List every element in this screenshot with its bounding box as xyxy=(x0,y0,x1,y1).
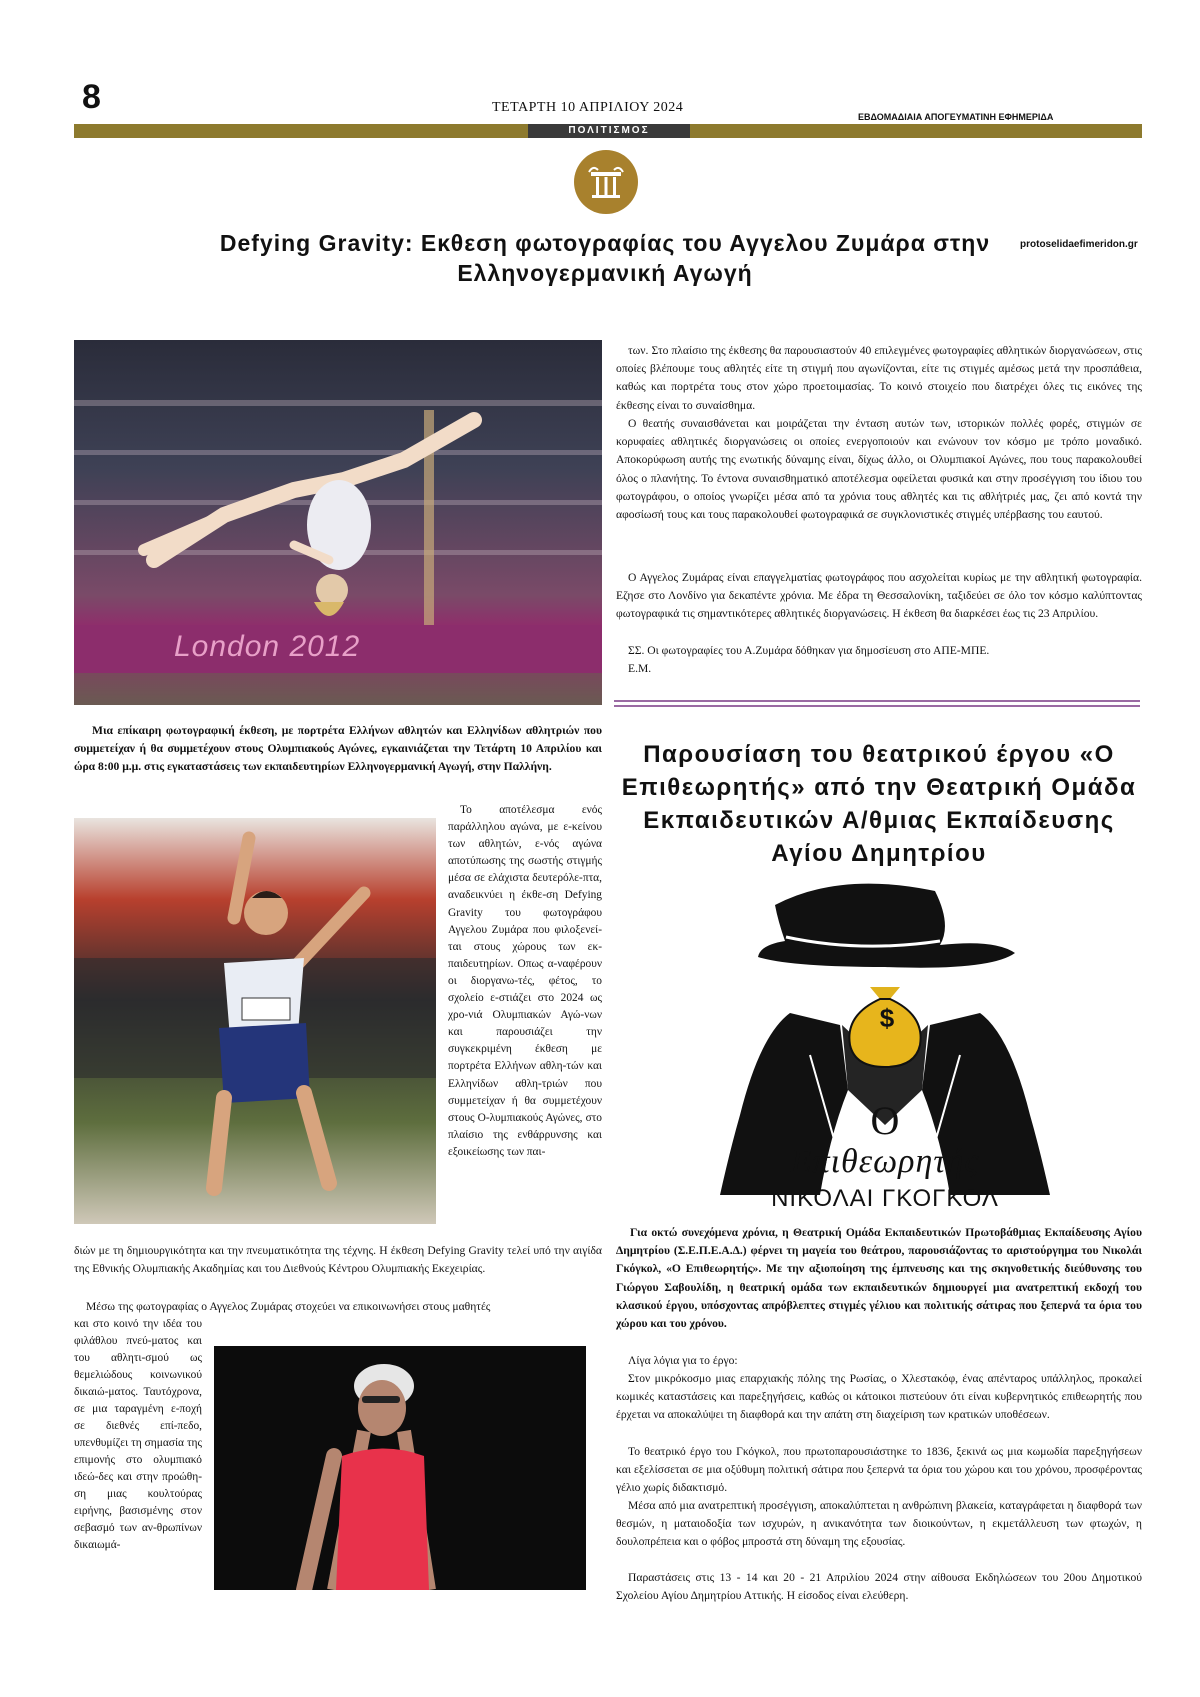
article1-headline-line2: Ελληνογερμανική Αγωγή xyxy=(457,260,753,286)
poster-dollar-sign: $ xyxy=(879,1003,895,1033)
article2-p4: Μέσα από μια ανατρεπτική προσέγγιση, αποκαλύπτεται η ανθρώπινη βλακεία, καταγράφεται η διαφθορά των θεσμών, η ματαιοδοξία των ισχυρών, η ανικανότητα των διοικούντων, η εκμετάλλευση των φτωχών, η δουλοπρέπεια και ο φόβος μπροστά στη δύναμη της εξουσίας. xyxy=(616,1499,1142,1549)
swimmer-photo xyxy=(214,1346,586,1590)
article1-right-p1: των. Στο πλαίσιο της έκθεσης θα παρουσιαστούν 40 επιλεγμένες φωτογραφίες αθλητικών διοργανώσεων, στις οποίες βλέπουμε τους αθλητές είτε τη στιγμή που αγωνίζονται, είτε τις στιγμές αμέσως μετά την προσπάθεια, καθώς και πορτρέτα τους στον χώρο προετοιμασίας. Το κοινό στοιχείο που διατρέχει όλες τις εικόνες της έκθεσης είναι το συναίσθημα. xyxy=(616,344,1142,412)
article1-side-text: Το αποτέλεσμα ενός παράλληλου αγώνα, με ε-κείνου των αθλητών, ε-νός αγώνα αποτύπωσης της σωστής στιγμής μέσα σε ελάχιστα δευτερόλε-πτα, αναδεικνύει η έκθε-ση Defying Gravity του φωτογράφου Αγγελου Ζυμάρα που φιλοξενεί-ται στους χώρους των εκ-παιδευτηρίων. Οπως α-ναφέρουν οι διοργανω-τές, φέτος, το σχολείο ε-στιάζει στο 2024 ως χρο-νιά Ολυμπιακών Αγώ-νων και παρουσιάζει την συγκεκριμένη έκθεση με πορτρέτα Ελλήνων αθλη-τών και Ελληνίδων αθλη-τριών που συμμετείχαν ή θα συμμετέχουν στους Ο-λυμπιακούς Αγώνες, στο πλαίσιο της ενθάρρυνσης και εξοικείωσης των παι- xyxy=(448,804,602,1158)
article1-headline-line1: Defying Gravity: Εκθεση φωτογραφίας του Αγγελου Ζυμάρα στην xyxy=(219,230,991,256)
section-label: ΠΟΛΙΤΙΣΜΟΣ xyxy=(528,124,690,138)
page-number: 8 xyxy=(82,78,101,116)
article1-signature: Ε.Μ. xyxy=(628,662,652,675)
poster-author: ΝΙΚΟΛΑΙ ΓΚΟΓΚΟΛ xyxy=(771,1185,999,1212)
issue-date: ΤΕΤΑΡΤΗ 10 ΑΠΡΙΛΙΟΥ 2024 xyxy=(492,100,684,115)
article1-continuation: διών με τη δημιουργικότητα και την πνευματικότητα της τέχνης. Η έκθεση Defying Gravity τελεί υπό την αιγίδα της Εθνικής Ολυμπιακής Ακαδημίας και του Διεθνούς Κέντρου Ολυμπιακής Εκεχειρίας. xyxy=(74,1244,602,1276)
article2-headline: Παρουσίαση του θεατρικού έργου «Ο Επιθεωρητής» από την Θεατρική Ομάδα Εκπαιδευτικών Α/θμιας Εκπαίδευσης Αγίου Δημητρίου xyxy=(621,741,1137,867)
article1-right-p3: Ο Αγγελος Ζυμάρας είναι επαγγελματίας φωτογράφος που ασχολείται κυρίως με την αθλητική φωτογραφία. Εζησε στο Λονδίνο για δεκαπέντε χρόνια. Με έδρα τη Θεσσαλονίκη, ταξιδεύει σε όλο τον κόσμο καλύπτοντας φωτογραφικά τις σημαντικότερες αθλητικές διοργανώσεις. Η έκθεση θα διαρκέσει έως τις 23 Απριλίου. xyxy=(616,571,1142,621)
article1-para2-intro: Μέσω της φωτογραφίας ο Αγγελος Ζυμάρας στοχεύει να επικοινωνήσει στους μαθητές xyxy=(86,1300,491,1313)
article1-headline xyxy=(170,228,1040,288)
article2-p1: Λίγα λόγια για το έργο: xyxy=(628,1354,738,1367)
gymnast-photo xyxy=(74,340,602,705)
poster-title: Επιθεωρητής xyxy=(790,1143,980,1180)
article2-p5: Παραστάσεις στις 13 - 14 και 20 - 21 Απριλίου 2024 στην αίθουσα Εκδηλώσεων του 20ου Δημοτικού Σχολείου Αγίου Δημητρίου Αττικής. Η είσοδος είναι ελεύθερη. xyxy=(616,1571,1142,1603)
inspector-poster xyxy=(690,875,1080,1215)
poster-article-o: Ο xyxy=(870,1098,900,1143)
article1-narrow-text: και στο κοινό την ιδέα του φιλάθλου πνεύ-ματος και του αθλητι-σμού ως θεμελιώδους κοινωνικού δικαιώ-ματος. Ταυτόχρονα, σε μια ταραγμένη ε-ποχή σε διεθνές επί-πεδο, υπενθυμίζει τη σημασία της επιμονής στο ολυμπιακό ιδεώ-δες και στην προώθη-ση μιας κουλτούρας ειρήνης, βασισμένης στον σεβασμό των αν-θρωπίνων δικαιωμά- xyxy=(74,1318,202,1551)
long-jumper-photo xyxy=(74,818,436,1224)
article1-right-p2: Ο θεατής συναισθάνεται και μοιράζεται την ένταση αυτών των, ιστορικών πολλές φορές, στιγμών σε κορυφαίες αθλητικές διοργανώσεις οι οποίες ενεργοποιούν και ενώνουν τον κόσμο με τρόπο μοναδικό. Αποκορύφωση αυτής της ενωτικής δύναμης είναι, δίχως άλλο, οι Ολυμπιακοί Αγώνες, που τους παρακολουθεί όλος ο πλανήτης. Το έντονα συναισθηματικό αποτέλεσμα οφείλεται φυσικά και στην προσέγγιση του ίδιου του φωτογράφου, ο οποίος γνωρίζει μέσα από τα χρόνια τους αθλητές και τις αθλήτριές μας, ζει από κοντά την αφοσίωσή τους και τους παρακολουθεί φωτογραφικά σε συγκλονιστικές στιγμές υπέρβασης του εαυτού. xyxy=(616,417,1142,522)
article1-lead: Μια επίκαιρη φωτογραφική έκθεση, με πορτρέτα Ελλήνων αθλητών και Ελληνίδων αθλητριών που συμμετείχαν ή θα συμμετέχουν στους Ολυμπιακούς Αγώνες, εγκαινιάζεται την Τετάρτη 10 Απριλίου και ώρα 8:00 μ.μ. στις εγκαταστάσεις των εκπαιδευτηρίων Ελληνογερμανική Αγωγή, στην Παλλήνη. xyxy=(74,724,602,774)
london-2012-banner: London 2012 xyxy=(174,630,361,663)
newspaper-brand: ΕΒΔΟΜΑΔΙΑΙΑ ΑΠΟΓΕΥΜΑΤΙΝΗ ΕΦΗΜΕΡΙΔΑ xyxy=(858,112,1054,122)
article-divider-second xyxy=(614,705,1140,707)
article-divider xyxy=(614,700,1140,702)
article2-p2: Στον μικρόκοσμο μιας επαρχιακής πόλης της Ρωσίας, ο Χλεστακόφ, ένας απένταρος υπάλληλος, προκαλεί κωμικές καταστάσεις και παρεξηγήσεις, καθώς οι κάτοικοι πιστεύουν ότι είναι κυβερνητικός επιθεωρητής που έρχεται να αποκαλύψει τη διαφθορά και την απάτη στη διαχείριση των κρατικών υποθέσεων. xyxy=(616,1372,1142,1422)
source-watermark: protoselidaefimeridon.gr xyxy=(1020,239,1138,250)
culture-column-icon xyxy=(574,150,638,214)
article2-p3: Το θεατρικό έργο του Γκόγκολ, που πρωτοπαρουσιάστηκε το 1836, ξεκινά ως μια κωμωδία παρεξηγήσεων και εξελίσσεται σε μια οξύθυμη πολιτική σάτιρα που ξεπερνά τα όρια του χώρου και του χρόνου, προσφέροντας γέλιο χωρίς διδακτισμό. xyxy=(616,1445,1142,1495)
article2-lead: Για οκτώ συνεχόμενα χρόνια, η Θεατρική Ομάδα Εκπαιδευτικών Πρωτοβάθμιας Εκπαίδευσης Αγίου Δημητρίου (Σ.Ε.Π.Ε.Α.Δ.) φέρνει τη μαγεία του θεάτρου, παρουσιάζοντας το αριστούργημα του Νικολάι Γκόγκολ, «Ο Επιθεωρητής». Με την αξιοποίηση της έμπνευσης και της σκηνοθετικής διεύθυνσης του Γιώργου Σαβουλίδη, η θεατρική ομάδα των εκπαιδευτικών δημιουργεί μια ανατρεπτική εκδοχή του κλασικού έργου, υπόσχοντας απρόβλεπτες στιγμές γέλιου και πολιτικής σάτιρας που ξεπερνά τα όρια του χώρου και του χρόνου. xyxy=(616,1226,1142,1331)
article1-note: ΣΣ. Οι φωτογραφίες του Α.Ζυμάρα δόθηκαν για δημοσίευση στο ΑΠΕ-ΜΠΕ. xyxy=(628,644,990,657)
